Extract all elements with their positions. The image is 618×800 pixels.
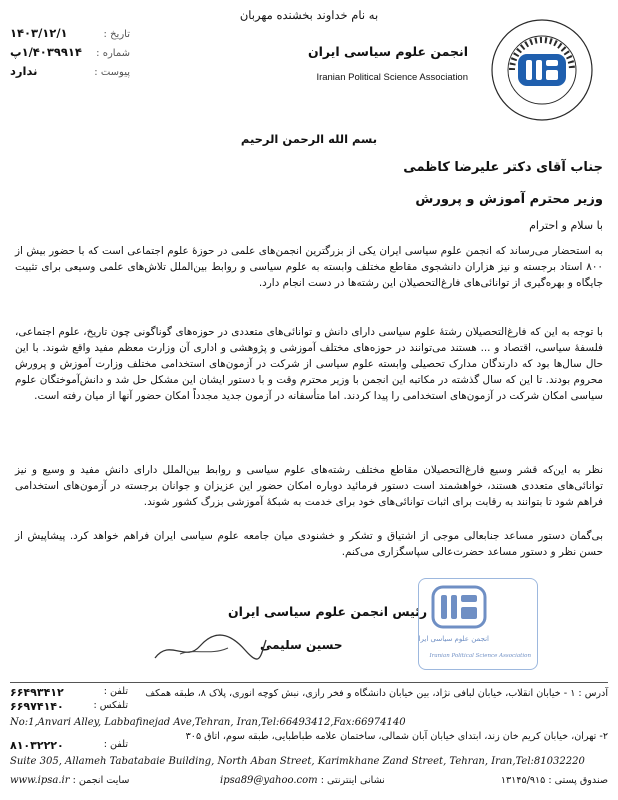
- paragraph-4: بی‌گمان دستور مساعد جنابعالی موجی از اشتیاق و تشکر و خشنودی میان جامعه علوم سیاسی ایران فراهم خواهد کرد. پیشاپیش از حسن نظر و دستور مساعد حضرت‌عالی سپاسگزاری می‌کنم.: [15, 530, 603, 558]
- meta-number-label: شماره :: [96, 48, 130, 59]
- footer-email: [220, 775, 385, 786]
- org-name-en: Iranian Political Science Association: [316, 72, 468, 83]
- footer-address-2-fa: ۲- تهران، خیابان کریم خان زند، ابتدای خیابان آبان شمالی، ساختمان علامه طباطبایی، طبقه سوم، اتاق ۳۰۵: [185, 731, 608, 742]
- meta-attachment-label: پیوست :: [94, 67, 130, 78]
- top-basmala: به نام خداوند بخشنده مهربان: [239, 8, 379, 22]
- addressee-title: وزیر محترم آموزش و پرورش: [415, 192, 603, 207]
- paragraph-1: به استحضار می‌رساند که انجمن علوم سیاسی ایران یکی از بزرگترین انجمن‌های علمی در حوزهٔ علوم اجتماعی است که با حضور بیش از ۸۰۰ استاد برجسته و نیز هزاران دانشجوی مقاطع مختلف وابسته به علوم سیاسی و روابط بین‌الملل تلاش‌های علمی وسیعی برای تثبیت جایگاه و بهره‌گیری از توانائی‌های فارغ‌التحصیلان این رشته‌ها در دست انجام دارد.: [15, 245, 603, 289]
- signature-title: رئیس انجمن علوم سیاسی ایران: [228, 604, 428, 619]
- footer-fax: [10, 700, 128, 713]
- footer-phone-2-value: ۸۱۰۳۲۲۲۰: [10, 739, 64, 752]
- letter-meta: [10, 26, 130, 83]
- meta-attachment-value: ندارد: [10, 64, 38, 78]
- footer-fax-label: تلفکس :: [93, 700, 128, 711]
- footer-phone-1-value: ۶۶۴۹۳۴۱۲: [10, 686, 64, 699]
- greeting: با سلام و احترام: [529, 219, 603, 232]
- addressee-name: جناب آقای دکتر علیرضا کاظمی: [403, 160, 603, 175]
- paragraph-3: نظر به این‌که قشر وسیع فارغ‌التحصیلان مقاطع مختلف رشته‌های علوم سیاسی و روابط بین‌الملل دارای دانش مفید و وسیع و نیز توانائی‌های متعددی هستند، خواهشمند است دستور فرمائید دوباره امکان حضور این عزیزان و جوانان برجسته در آزمون‌های استخدامی فراهم شود تا بتوانند به رقابت برای اثبات توانائی‌های خود برای خدمت به شبکهٔ آموزشی بزرگ کشور شوند.: [15, 464, 603, 508]
- association-logo-icon: [488, 16, 596, 124]
- meta-date: [10, 26, 130, 45]
- stamp-logo-icon: [419, 579, 537, 669]
- signature-name: حسین سلیمی: [260, 638, 343, 652]
- stamp-text-en: Iranian Political Science Association: [429, 653, 531, 659]
- basmala: بسم الله الرحمن الرحیم: [240, 132, 378, 146]
- signature-icon: [150, 628, 270, 668]
- meta-date-label: تاریخ :: [103, 29, 130, 40]
- footer-phone-label: تلفن :: [103, 686, 128, 697]
- footer-address-2-en: Suite 305, Allameh Tabatabaie Building, North Aban Street, Karimkhane Zand Street, Tehran, Iran,Tel:81032220: [10, 756, 585, 767]
- footer-divider: [10, 682, 608, 683]
- stamp-text-fa: انجمن علوم سیاسی ایران: [419, 635, 489, 643]
- org-name-fa: انجمن علوم سیاسی ایران: [307, 44, 468, 59]
- footer-postbox-label: صندوق پستی :: [548, 775, 608, 786]
- official-stamp-icon: [418, 578, 538, 670]
- footer-address-1-en: No:1,Anvari Alley, Labbafinejad Ave,Tehran, Iran,Tel:66493412,Fax:66974140: [10, 717, 406, 728]
- footer-postbox: [501, 775, 608, 786]
- footer-phone-2-label: تلفن :: [103, 739, 128, 750]
- footer-email-value[interactable]: ipsa89@yahoo.com: [220, 775, 318, 786]
- meta-date-value: ۱۴۰۳/۱۲/۱: [10, 26, 68, 40]
- footer-website-label: سایت انجمن :: [72, 775, 130, 786]
- footer-phone-2: [10, 739, 128, 752]
- footer-website: [10, 775, 129, 786]
- meta-number: [10, 45, 130, 64]
- meta-number-value: ۱/۴۰۳۹۹۱۴پ: [10, 45, 82, 59]
- footer-fax-value: ۶۶۹۷۴۱۴۰: [10, 700, 64, 713]
- footer-postbox-value: ۱۳۱۴۵/۹۱۵: [500, 775, 546, 786]
- footer-website-value[interactable]: www.ipsa.ir: [10, 775, 70, 786]
- footer-address-1-fa: آدرس : ۱ - خیابان انقلاب، خیابان لبافی نژاد، بین خیابان دانشگاه و فخر رازی، نبش کوچه انوری، پلاک ۸، طبقه همکف: [145, 688, 608, 699]
- paragraph-2: با توجه به این که فارغ‌التحصیلان رشتهٔ علوم سیاسی دارای دانش و توانائی‌های متعددی در حوزه‌های گوناگونی چون تاریخ، علوم اجتماعی، فلسفهٔ سیاسی، اقتصاد و ... هستند می‌توانند در حوزه‌های مختلف آموزشی و پژوهشی و اداری آن وزارت معظم مفید واقع شوند. با این حال سال‌ها بود که دارندگان مدارک تحصیلی وابسته علوم سیاسی از شرکت در آزمون‌های استخدامی مختلف وزارت آموزش و پرورش محروم بودند. تا این که سال گذشته در مکاتبه این انجمن با وزیر محترم وقت و با دستور ایشان این مشکل حل شد و دانش‌آموختگان علوم سیاسی امکان شرکت در آزمون‌های استخدامی را پیدا کردند. اما متأسفانه در آزمون جدید مجدداً امکان حضور آنها از میان رفته است.: [15, 326, 603, 402]
- footer-phone-1: [10, 686, 128, 699]
- footer-email-label: نشانی اینترنتی :: [320, 775, 385, 786]
- meta-attachment: [10, 64, 130, 83]
